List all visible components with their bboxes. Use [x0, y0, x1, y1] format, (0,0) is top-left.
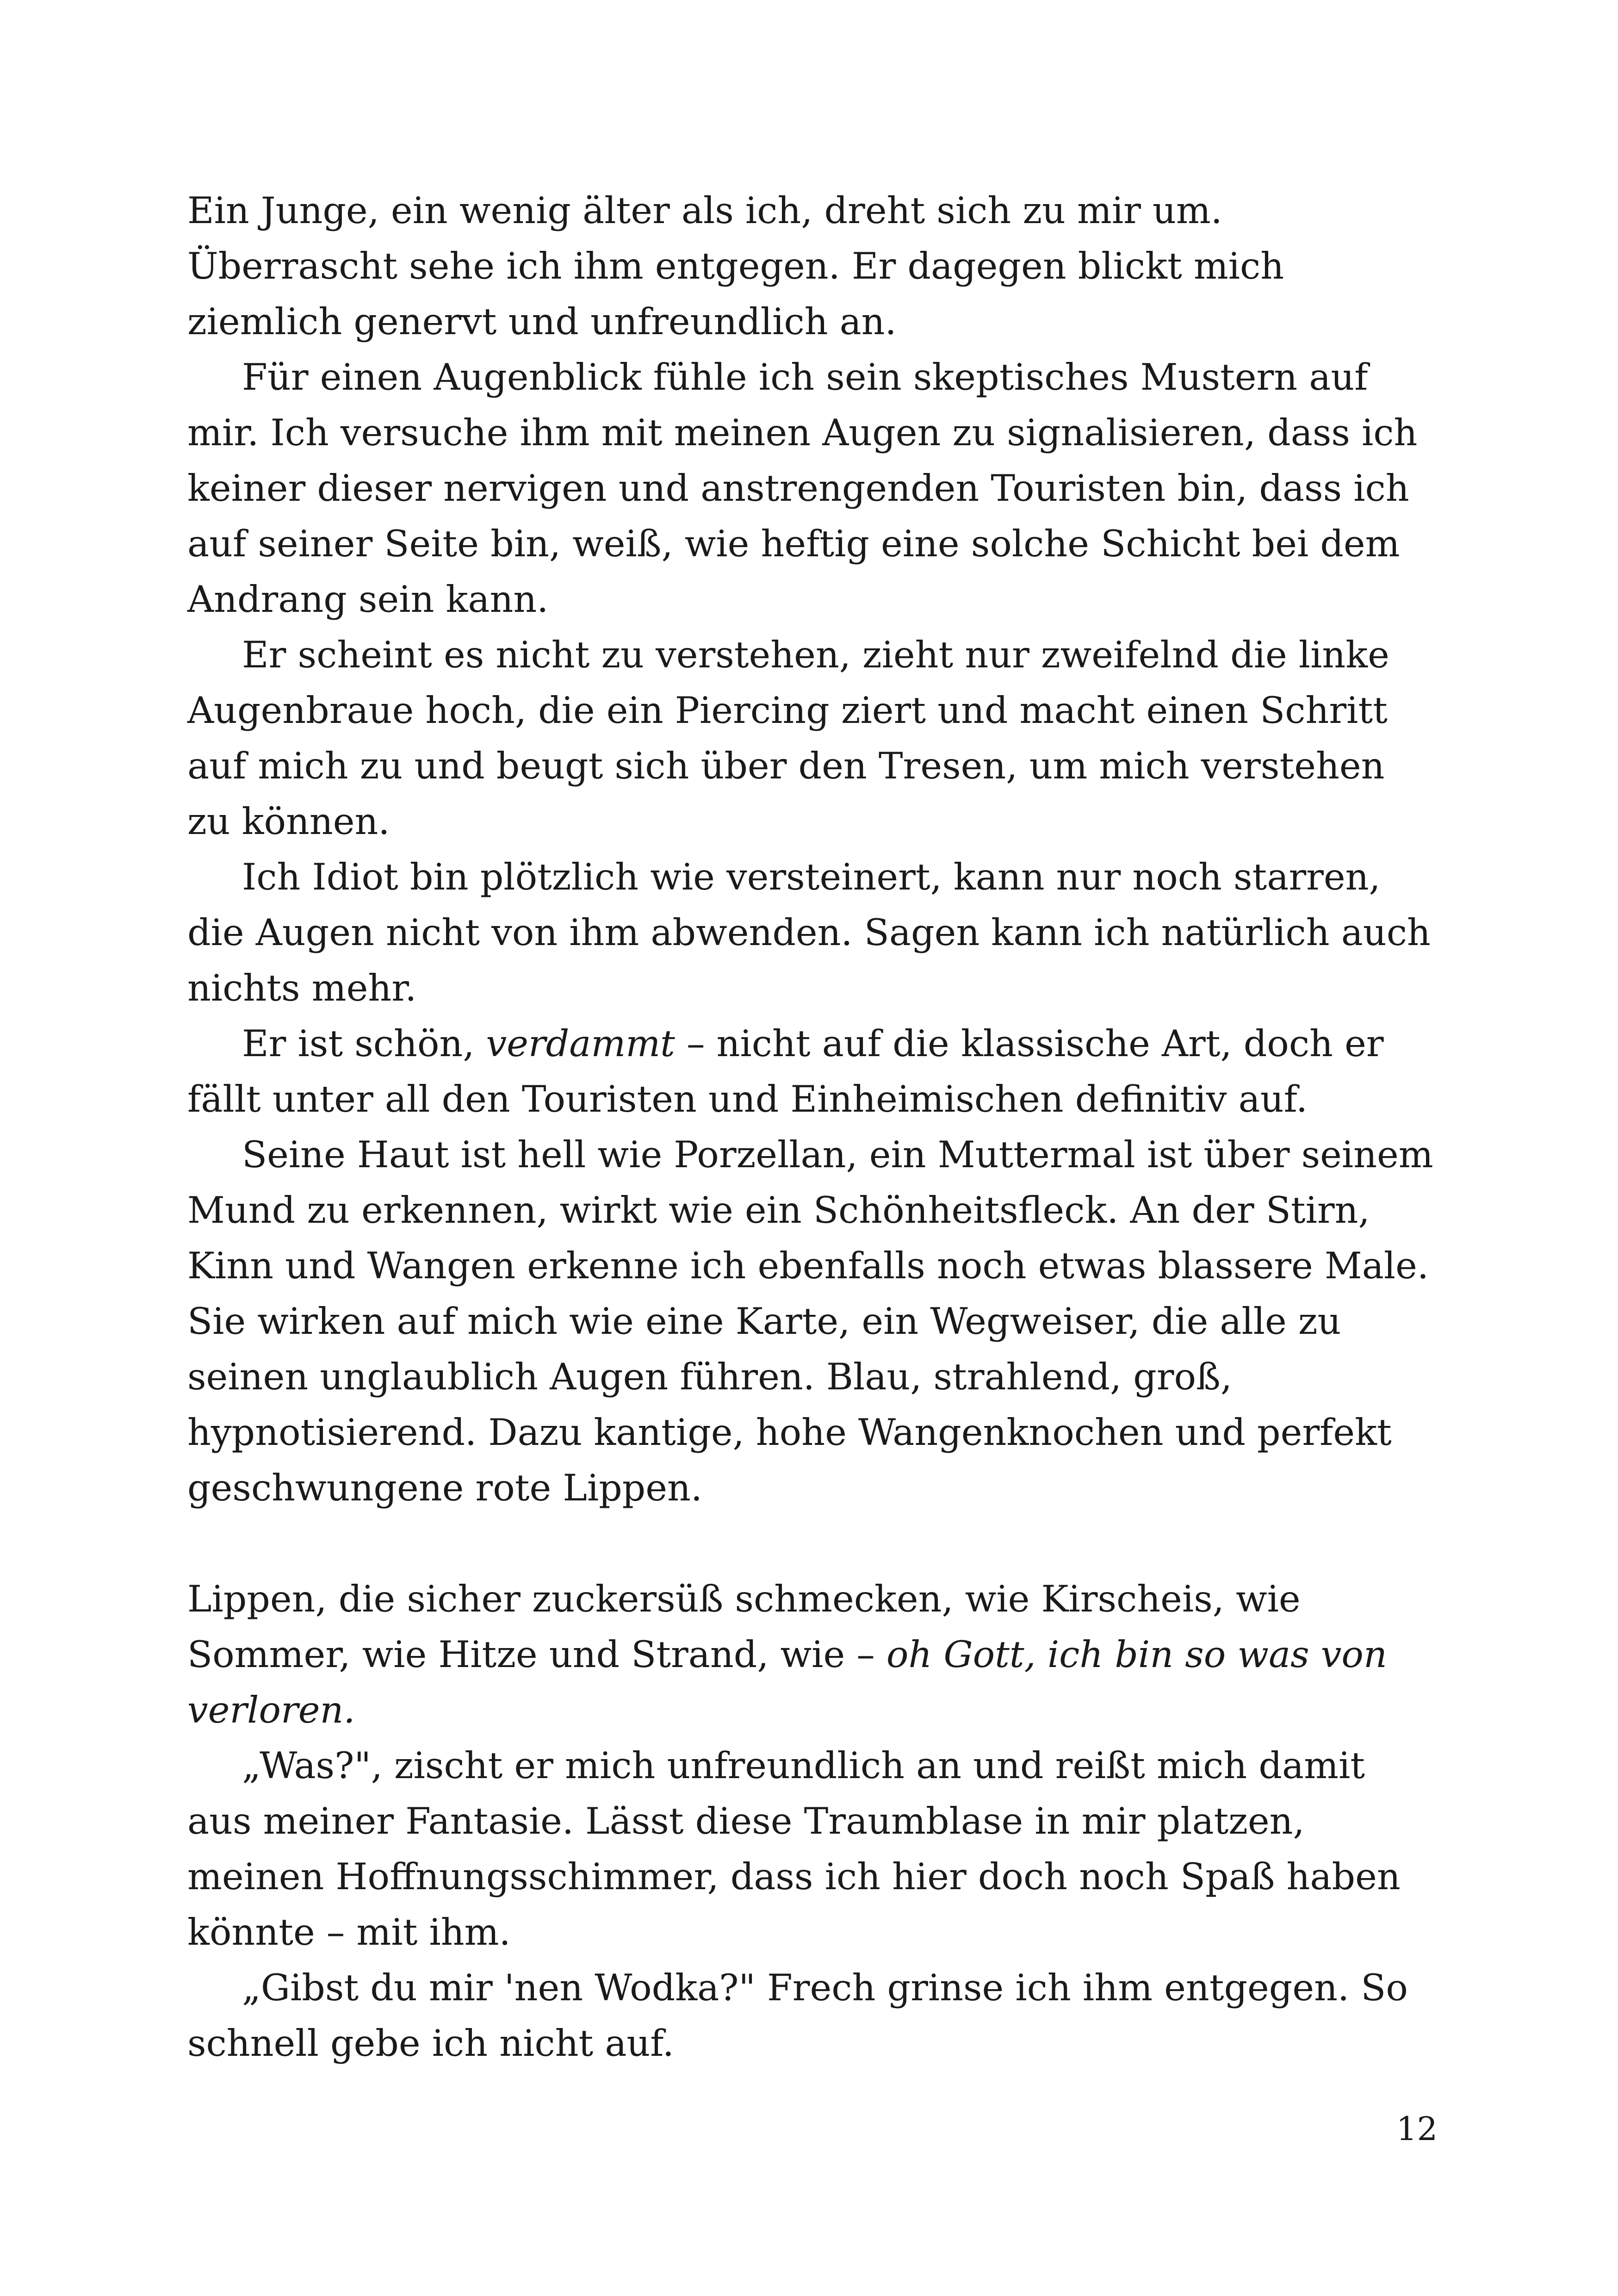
paragraph-8: „Was?", zischt er mich unfreundlich an und reißt mich damit aus meiner Fantasie. Lässt diese Traumblase in mir platzen, meinen Hoffnungsschimmer, dass ich hier doch noch Spaß haben könnte – mit ihm. — [187, 1744, 1401, 1954]
paragraph-3: Er scheint es nicht zu verstehen, zieht nur zweifelnd die linke Augenbraue hoch, die ein Piercing ziert und macht einen Schritt auf mich zu und beugt sich über den Tresen, um mich verstehen zu können. — [187, 634, 1389, 843]
paragraph-5-emphasis: verdammt — [486, 1022, 675, 1065]
paragraph-4: Ich Idiot bin plötzlich wie versteinert, kann nur noch starren, die Augen nicht von ihm abwenden. Sagen kann ich natürlich auch nichts mehr. — [187, 856, 1431, 1009]
body-text — [187, 183, 1437, 2071]
paragraph-5-end: – nicht auf die klassische Art, doch er fällt unter all den Touristen und Einheimischen definitiv auf. — [187, 1022, 1384, 1120]
paragraph-7-start: Lippen, die sicher zuckersüß schmecken, wie Kirscheis, wie Sommer, wie Hitze und Strand, wie – — [187, 1578, 1301, 1676]
paragraph-5 — [187, 1016, 1437, 1127]
paragraph-7 — [187, 1571, 1437, 1738]
paragraph-1: Ein Junge, ein wenig älter als ich, dreht sich zu mir um. Überrascht sehe ich ihm entgegen. Er dagegen blickt mich ziemlich genervt und unfreundlich an. — [187, 189, 1284, 343]
paragraph-5-start: Er ist schön, — [242, 1022, 486, 1065]
paragraph-9: „Gibst du mir 'nen Wodka?" Frech grinse ich ihm entgegen. So schnell gebe ich nicht auf. — [187, 1966, 1408, 2065]
paragraph-7-emphasis: oh Gott, ich bin so was von verloren. — [187, 1633, 1387, 1731]
paragraph-2: Für einen Augenblick fühle ich sein skeptisches Mustern auf mir. Ich versuche ihm mit meinen Augen zu signalisieren, dass ich keiner dieser nervigen und anstrengenden Touristen bin, dass ich auf seiner Seite bin, weiß, wie heftig eine solche Schicht bei dem Andrang sein kann. — [187, 356, 1418, 621]
paragraph-6: Seine Haut ist hell wie Porzellan, ein Muttermal ist über seinem Mund zu erkennen, wirkt wie ein Schönheitsfleck. An der Stirn, Kinn und Wangen erkenne ich ebenfalls noch etwas blassere Male. Sie wirken auf mich wie eine Karte, ein Wegweiser, die alle zu seinen unglaublich Augen führen. Blau, strahlend, groß, hypnotisierend. Dazu kantige, hohe Wangenknochen und perfekt geschwungene rote Lippen. — [187, 1133, 1433, 1509]
page-number: 12 — [1396, 2110, 1438, 2148]
